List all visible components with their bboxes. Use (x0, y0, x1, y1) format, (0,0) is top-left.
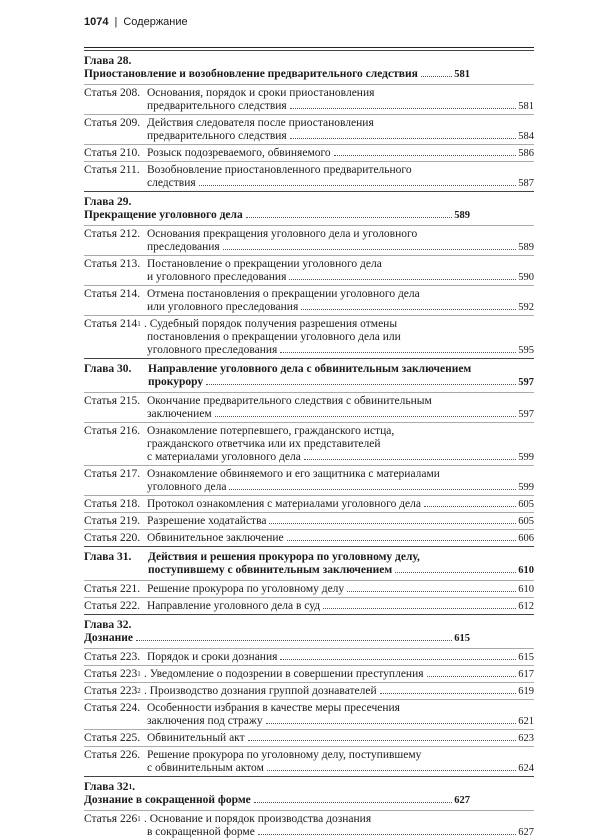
toc-article-223[interactable]: Статья 223. Порядок и сроки дознания 615 (84, 648, 534, 665)
chapter-label: Глава 31. (84, 551, 132, 563)
article-title: Ознакомление обвиняемого и его защитника с материалами (147, 468, 440, 480)
article-page: 595 (518, 345, 534, 356)
article-page: 623 (518, 733, 534, 744)
article-page: 606 (518, 533, 534, 544)
toc-chapter-30[interactable]: Глава 30. Направление уголовного дела с обвинительным заключением прокурору 597 (84, 358, 534, 392)
article-title: Действия следователя после приостановления (147, 117, 374, 129)
article-title: Решение прокурора по уголовному делу, поступившему (147, 749, 422, 761)
toc-chapter-31[interactable]: Глава 31. Действия и решения прокурора по уголовному делу, поступившему с обвинительным заключением 610 (84, 546, 534, 580)
chapter-title: Действия и решения прокурора по уголовному делу, (148, 551, 420, 563)
article-title: . Судебный порядок получения разрешения отмены (144, 318, 398, 330)
article-title: Обвинительное заключение (147, 532, 284, 544)
article-page: 599 (518, 452, 534, 463)
toc-article-214-1[interactable]: Статья $214^1$ . Судебный порядок получения разрешения отмены постановления о прекращении уголовного дела или уголовного преследования 595 (84, 315, 534, 358)
article-page: 592 (518, 302, 534, 313)
article-title: Решение прокурора по уголовному делу (147, 583, 345, 595)
toc-article-208[interactable]: Статья 208. Основания, порядок и сроки приостановления предварительного следствия 581 (84, 84, 534, 114)
chapter-page: 589 (454, 210, 470, 221)
article-page: 610 (518, 584, 534, 595)
chapter-label: Глава 28. (84, 55, 132, 67)
article-title: . Основание и порядок производства дознания (144, 813, 372, 825)
toc-article-221[interactable]: Статья 221. Решение прокурора по уголовному делу 610 (84, 580, 534, 597)
chapter-page: 610 (518, 565, 534, 576)
article-title: Обвинительный акт (147, 732, 245, 744)
article-page: 581 (518, 101, 534, 112)
running-title: Содержание (123, 16, 188, 28)
article-page: 586 (518, 148, 534, 159)
article-title: . Уведомление о подозрении в совершении преступления (144, 668, 424, 680)
page-number: 1074 (84, 16, 109, 28)
toc-article-212[interactable]: Статья 212. Основания прекращения уголовного дела и уголовного преследования 589 (84, 225, 534, 255)
toc-article-224[interactable]: Статья 224. Особенности избрания в качестве меры пресечения заключения под стражу 621 (84, 699, 534, 729)
toc-article-213[interactable]: Статья 213. Постановление о прекращении уголовного дела и уголовного преследования 590 (84, 255, 534, 285)
article-title: Основания прекращения уголовного дела и уголовного (147, 228, 418, 240)
article-title: Ознакомление потерпевшего, гражданского истца, (147, 425, 395, 437)
article-page: 599 (518, 482, 534, 493)
article-title: Протокол ознакомления с материалами уголовного дела (147, 498, 422, 510)
article-title: Особенности избрания в качестве меры пресечения (147, 702, 400, 714)
article-title: Отмена постановления о прекращении уголовного дела (147, 288, 420, 300)
toc-article-222[interactable]: Статья 222. Направление уголовного дела в суд 612 (84, 597, 534, 614)
toc-article-214[interactable]: Статья 214. Отмена постановления о прекращении уголовного дела или уголовного преследования 592 (84, 285, 534, 315)
article-page: 597 (518, 409, 534, 420)
article-title: . Производство дознания группой дознавателей (144, 685, 377, 697)
running-header (84, 16, 534, 28)
toc-article-216[interactable]: Статья 216. Ознакомление потерпевшего, гражданского истца, гражданского ответчика или их представителей с материалами уголовного дела 599 (84, 422, 534, 465)
header-separator: | (114, 16, 118, 28)
chapter-label: Глава 32. (84, 619, 132, 631)
toc-chapter-32-1[interactable] (84, 776, 534, 810)
chapter-page: 627 (454, 795, 470, 806)
article-title: Разрешение ходатайства (147, 515, 267, 527)
chapter-title: Дознание (84, 632, 134, 644)
toc-article-225[interactable]: Статья 225. Обвинительный акт 623 (84, 729, 534, 746)
toc-article-226[interactable]: Статья 226. Решение прокурора по уголовному делу, поступившему с обвинительным актом 624 (84, 746, 534, 776)
chapter-title: Прекращение уголовного дела (84, 209, 243, 221)
toc-article-217[interactable]: Статья 217. Ознакомление обвиняемого и его защитника с материалами уголовного дела 599 (84, 465, 534, 495)
toc-article-218[interactable]: Статья 218. Протокол ознакомления с материалами уголовного дела 605 (84, 495, 534, 512)
table-of-contents (84, 50, 534, 840)
article-page: 624 (518, 763, 534, 774)
article-title: Постановление о прекращении уголовного дела (147, 258, 382, 270)
article-page: 621 (518, 716, 534, 727)
article-title: Окончание предварительного следствия с обвинительным (147, 395, 432, 407)
chapter-page: 581 (454, 69, 470, 80)
toc-article-223-2[interactable]: Статья $223^2$ . Производство дознания группой дознавателей 619 (84, 682, 534, 699)
chapter-title: Дознание в сокращенной форме (84, 794, 251, 806)
toc-article-220[interactable]: Статья 220. Обвинительное заключение 606 (84, 529, 534, 546)
article-title: Розыск подозреваемого, обвиняемого (147, 147, 331, 159)
toc-chapter-29[interactable] (84, 191, 534, 225)
article-title: Направление уголовного дела в суд (147, 600, 321, 612)
header-rule (84, 47, 534, 48)
toc-article-211[interactable]: Статья 211. Возобновление приостановленного предварительного следствия 587 (84, 161, 534, 191)
article-title: Основания, порядок и сроки приостановления (147, 87, 375, 99)
toc-article-210[interactable]: Статья 210. Розыск подозреваемого, обвиняемого 586 (84, 144, 534, 161)
article-page: 619 (518, 686, 534, 697)
article-page: 590 (518, 272, 534, 283)
article-page: 587 (518, 178, 534, 189)
article-page: 612 (518, 601, 534, 612)
article-page: 617 (518, 669, 534, 680)
toc-article-215[interactable]: Статья 215. Окончание предварительного следствия с обвинительным заключением 597 (84, 392, 534, 422)
toc-article-219[interactable]: Статья 219. Разрешение ходатайства 605 (84, 512, 534, 529)
chapter-label: Глава 29. (84, 196, 132, 208)
toc-chapter-32[interactable] (84, 614, 534, 648)
chapter-title: Приостановление и возобновление предварительного следствия (84, 68, 418, 80)
article-page: 605 (518, 516, 534, 527)
toc-article-223-1[interactable]: Статья $223^1$ . Уведомление о подозрении в совершении преступления 617 (84, 665, 534, 682)
article-page: 589 (518, 242, 534, 253)
chapter-page: 615 (454, 633, 470, 644)
chapter-page: 597 (518, 377, 534, 388)
article-page: 615 (518, 652, 534, 663)
toc-article-209[interactable]: Статья 209. Действия следователя после приостановления предварительного следствия 584 (84, 114, 534, 144)
article-page: 584 (518, 131, 534, 142)
toc-chapter-28[interactable] (84, 50, 534, 84)
article-title: Возобновление приостановленного предварительного (147, 164, 412, 176)
chapter-title: Направление уголовного дела с обвинительным заключением (148, 363, 472, 375)
chapter-label: Глава 30. (84, 363, 132, 375)
article-page: 605 (518, 499, 534, 510)
article-title: Порядок и сроки дознания (147, 651, 278, 663)
toc-article-226-1[interactable]: Статья $226^1$ . Основание и порядок производства дознания в сокращенной форме 627 (84, 810, 534, 840)
article-page: 627 (518, 827, 534, 838)
chapter-label: Глава $32^1$. (84, 781, 135, 793)
